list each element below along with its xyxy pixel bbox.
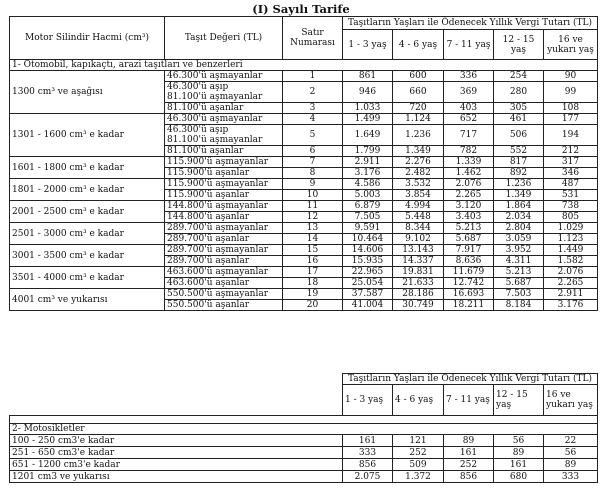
tax-cell: 89 (544, 459, 598, 471)
value-cell: 463.600'ü aşanlar (165, 278, 283, 289)
tax-cell: 121 (393, 435, 444, 447)
table-row (10, 289, 598, 300)
tax-cell: 1.236 (393, 125, 444, 146)
value-cell: 115.900'ü aşmayanlar (165, 157, 283, 168)
row-number-cell: 7 (283, 157, 343, 168)
tax-cell: 1.449 (544, 245, 598, 256)
row-number-cell: 1 (283, 71, 343, 82)
tax-cell: 254 (494, 71, 544, 82)
tax-cell: 9.102 (393, 234, 444, 245)
tax-cell: 8.184 (494, 300, 544, 311)
value-cell: 115.900'ü aşanlar (165, 168, 283, 179)
tax-cell: 720 (393, 103, 444, 114)
tax-cell: 21.633 (393, 278, 444, 289)
engine-cell: 1300 cm³ ve aşağısı (10, 71, 165, 114)
tax-cell: 280 (494, 82, 544, 103)
col-header-group: Taşıtların Yaşları ile Ödenecek Yıllık Vergi Tutarı (TL) (343, 17, 598, 30)
tax-cell: 660 (393, 82, 444, 103)
col-header-age: 7 - 11 yaş (444, 30, 494, 60)
tax-cell: 1.124 (393, 114, 444, 125)
tax-cell: 305 (494, 103, 544, 114)
tax-cell: 1.649 (343, 125, 393, 146)
tax-cell: 2.034 (494, 212, 544, 223)
tax-cell: 552 (494, 146, 544, 157)
tax-cell: 90 (544, 71, 598, 82)
value-cell: 289.700'ü aşanlar (165, 256, 283, 267)
tax-cell: 3.176 (544, 300, 598, 311)
tax-cell: 856 (343, 459, 393, 471)
tax-cell: 1.029 (544, 223, 598, 234)
tax-cell: 2.482 (393, 168, 444, 179)
tax-cell: 333 (544, 471, 598, 483)
row-number-cell: 10 (283, 190, 343, 201)
row-number-cell: 9 (283, 179, 343, 190)
row-number-cell: 16 (283, 256, 343, 267)
tax-cell: 531 (544, 190, 598, 201)
row-number-cell: 2 (283, 82, 343, 103)
tax-cell: 161 (444, 447, 494, 459)
tax-cell: 2.075 (343, 471, 393, 483)
page-title: (I) Sayılı Tarife (252, 2, 350, 16)
blank-cell (10, 374, 343, 416)
row-number-cell: 8 (283, 168, 343, 179)
tax-cell: 1.799 (343, 146, 393, 157)
tax-cell: 317 (544, 157, 598, 168)
engine-cell: 1301 - 1600 cm³ e kadar (10, 114, 165, 157)
col-header-age: 12 - 15 yaş (494, 30, 544, 60)
tax-cell: 2.265 (444, 190, 494, 201)
section-title: 1- Otomobil, kapıkaçtı, arazi taşıtları ve benzerleri (10, 60, 598, 71)
tax-cell: 252 (444, 459, 494, 471)
tax-cell: 4.994 (393, 201, 444, 212)
table-row (10, 201, 598, 212)
tax-cell: 892 (494, 168, 544, 179)
table-row (10, 157, 598, 168)
tax-cell: 946 (343, 82, 393, 103)
header-row (10, 17, 598, 30)
tax-cell: 2.911 (544, 289, 598, 300)
col-header-age: 12 - 15 yaş (494, 385, 544, 416)
col-header-age: 4 - 6 yaş (393, 30, 444, 60)
value-cell: 46.300'ü aşıp 81.100'ü aşmayanlar (165, 82, 283, 103)
tax-cell: 506 (494, 125, 544, 146)
tax-cell: 1.499 (343, 114, 393, 125)
tax-cell: 1.864 (494, 201, 544, 212)
tax-cell: 22.965 (343, 267, 393, 278)
tax-cell: 1.339 (444, 157, 494, 168)
tax-cell: 487 (544, 179, 598, 190)
tax-cell: 194 (544, 125, 598, 146)
engine-cell: 2501 - 3000 cm³ e kadar (10, 223, 165, 245)
tax-cell: 2.804 (494, 223, 544, 234)
tax-cell: 1.123 (544, 234, 598, 245)
value-cell: 463.600'ü aşmayanlar (165, 267, 283, 278)
table-row (10, 245, 598, 256)
table-row (10, 471, 598, 483)
tax-cell: 3.059 (494, 234, 544, 245)
col-header-engine: Motor Silindir Hacmi (cm³) (10, 17, 165, 60)
value-cell: 46.300'ü aşmayanlar (165, 71, 283, 82)
tax-cell: 8.344 (393, 223, 444, 234)
engine-cell: 3501 - 4000 cm³ e kadar (10, 267, 165, 289)
tax-cell: 2.265 (544, 278, 598, 289)
table-row (10, 459, 598, 471)
tax-cell: 600 (393, 71, 444, 82)
tax-cell: 369 (444, 82, 494, 103)
tax-cell: 14.606 (343, 245, 393, 256)
tax-cell: 18.211 (444, 300, 494, 311)
value-cell: 81.100'ü aşanlar (165, 146, 283, 157)
tax-cell: 1.372 (393, 471, 444, 483)
tax-cell: 12.742 (444, 278, 494, 289)
tax-cell: 333 (343, 447, 393, 459)
spacer-cell (10, 416, 598, 424)
value-cell: 550.500'ü aşanlar (165, 300, 283, 311)
tax-cell: 108 (544, 103, 598, 114)
engine-cell: 3001 - 3500 cm³ e kadar (10, 245, 165, 267)
section-title: 2- Motosikletler (10, 424, 598, 435)
tax-cell: 56 (494, 435, 544, 447)
tax-cell: 99 (544, 82, 598, 103)
engine-cell: 2001 - 2500 cm³ e kadar (10, 201, 165, 223)
col-header-age: 16 ve yukarı yaş (544, 385, 598, 416)
tax-cell: 1.462 (444, 168, 494, 179)
row-number-cell: 13 (283, 223, 343, 234)
value-cell: 46.300'ü aşmayanlar (165, 114, 283, 125)
tax-cell: 3.952 (494, 245, 544, 256)
tax-cell: 19.831 (393, 267, 444, 278)
tax-cell: 14.337 (393, 256, 444, 267)
row-number-cell: 6 (283, 146, 343, 157)
tax-cell: 30.749 (393, 300, 444, 311)
tax-cell: 652 (444, 114, 494, 125)
tax-cell: 10.464 (343, 234, 393, 245)
tax-cell: 89 (494, 447, 544, 459)
tax-cell: 1.582 (544, 256, 598, 267)
tax-cell: 2.076 (444, 179, 494, 190)
tax-cell: 2.911 (343, 157, 393, 168)
value-cell: 144.800'ü aşanlar (165, 212, 283, 223)
value-cell: 289.700'ü aşmayanlar (165, 223, 283, 234)
col-header-age: 7 - 11 yaş (444, 385, 494, 416)
tax-cell: 461 (494, 114, 544, 125)
tax-cell: 56 (544, 447, 598, 459)
table-row (10, 435, 598, 447)
tax-cell: 5.448 (393, 212, 444, 223)
table-row (10, 223, 598, 234)
row-number-cell: 12 (283, 212, 343, 223)
row-number-cell: 5 (283, 125, 343, 146)
table-row (10, 267, 598, 278)
tax-cell: 22 (544, 435, 598, 447)
tax-cell: 856 (444, 471, 494, 483)
engine-cell: 1601 - 1800 cm³ e kadar (10, 157, 165, 179)
table-row (10, 447, 598, 459)
header-row (10, 374, 598, 385)
engine-cell: 251 - 650 cm3'e kadar (10, 447, 343, 459)
table-row (10, 114, 598, 125)
tax-cell: 15.935 (343, 256, 393, 267)
tax-cell: 1.349 (393, 146, 444, 157)
tax-cell: 346 (544, 168, 598, 179)
col-header-group: Taşıtların Yaşları ile Ödenecek Yıllık Vergi Tutarı (TL) (343, 374, 598, 385)
tax-cell: 11.679 (444, 267, 494, 278)
tax-cell: 4.586 (343, 179, 393, 190)
tax-cell: 161 (494, 459, 544, 471)
tax-cell: 7.503 (494, 289, 544, 300)
value-cell: 81.100'ü aşanlar (165, 103, 283, 114)
value-cell: 46.300'ü aşıp 81.100'ü aşmayanlar (165, 125, 283, 146)
tax-cell: 5.687 (494, 278, 544, 289)
tax-cell: 89 (444, 435, 494, 447)
engine-cell: 1801 - 2000 cm³ e kadar (10, 179, 165, 201)
tax-cell: 738 (544, 201, 598, 212)
tax-cell: 6.879 (343, 201, 393, 212)
tax-cell: 8.636 (444, 256, 494, 267)
tax-cell: 782 (444, 146, 494, 157)
tax-cell: 509 (393, 459, 444, 471)
tax-cell: 2.076 (544, 267, 598, 278)
engine-cell: 4001 cm³ ve yukarısı (10, 289, 165, 311)
row-number-cell: 19 (283, 289, 343, 300)
col-header-age: 16 ve yukarı yaş (544, 30, 598, 60)
value-cell: 115.900'ü aşmayanlar (165, 179, 283, 190)
tax-cell: 2.276 (393, 157, 444, 168)
tax-cell: 3.176 (343, 168, 393, 179)
tax-cell: 4.311 (494, 256, 544, 267)
tax-cell: 25.054 (343, 278, 393, 289)
tax-cell: 1.349 (494, 190, 544, 201)
row-number-cell: 18 (283, 278, 343, 289)
tax-cell: 5.213 (444, 223, 494, 234)
tax-cell: 9.591 (343, 223, 393, 234)
value-cell: 289.700'ü aşanlar (165, 234, 283, 245)
col-header-age: 1 - 3 yaş (343, 385, 393, 416)
tax-cell: 5.003 (343, 190, 393, 201)
tax-cell: 41.004 (343, 300, 393, 311)
tax-cell: 717 (444, 125, 494, 146)
tax-cell: 37.587 (343, 289, 393, 300)
row-number-cell: 17 (283, 267, 343, 278)
tax-cell: 3.854 (393, 190, 444, 201)
tax-cell: 3.403 (444, 212, 494, 223)
row-number-cell: 4 (283, 114, 343, 125)
tax-cell: 5.687 (444, 234, 494, 245)
row-number-cell: 14 (283, 234, 343, 245)
tax-cell: 161 (343, 435, 393, 447)
row-number-cell: 3 (283, 103, 343, 114)
tax-cell: 28.186 (393, 289, 444, 300)
tax-cell: 7.917 (444, 245, 494, 256)
col-header-row-number: Satır Numarası (283, 17, 343, 60)
tax-cell: 403 (444, 103, 494, 114)
engine-cell: 100 - 250 cm3'e kadar (10, 435, 343, 447)
tax-cell: 861 (343, 71, 393, 82)
engine-cell: 1201 cm3 ve yukarısı (10, 471, 343, 483)
car-tariff-table (9, 16, 598, 311)
value-cell: 289.700'ü aşmayanlar (165, 245, 283, 256)
tax-cell: 1.236 (494, 179, 544, 190)
tax-cell: 680 (494, 471, 544, 483)
spacer-row (10, 416, 598, 424)
tax-cell: 212 (544, 146, 598, 157)
tax-cell: 177 (544, 114, 598, 125)
value-cell: 550.500'ü aşmayanlar (165, 289, 283, 300)
tax-cell: 805 (544, 212, 598, 223)
table-row (10, 71, 598, 82)
col-header-value: Taşıt Değeri (TL) (165, 17, 283, 60)
section-row (10, 424, 598, 435)
tax-cell: 1.033 (343, 103, 393, 114)
table-row (10, 179, 598, 190)
row-number-cell: 15 (283, 245, 343, 256)
tax-cell: 13.143 (393, 245, 444, 256)
tax-cell: 336 (444, 71, 494, 82)
col-header-age: 4 - 6 yaş (393, 385, 444, 416)
row-number-cell: 20 (283, 300, 343, 311)
tax-cell: 7.505 (343, 212, 393, 223)
section-row (10, 60, 598, 71)
tax-cell: 5.213 (494, 267, 544, 278)
tax-cell: 16.693 (444, 289, 494, 300)
engine-cell: 651 - 1200 cm3'e kadar (10, 459, 343, 471)
tax-cell: 3.120 (444, 201, 494, 212)
value-cell: 144.800'ü aşmayanlar (165, 201, 283, 212)
motorcycle-tariff-table (9, 373, 598, 483)
tax-cell: 3.532 (393, 179, 444, 190)
value-cell: 115.900'ü aşanlar (165, 190, 283, 201)
tax-cell: 252 (393, 447, 444, 459)
tax-cell: 817 (494, 157, 544, 168)
col-header-age: 1 - 3 yaş (343, 30, 393, 60)
row-number-cell: 11 (283, 201, 343, 212)
